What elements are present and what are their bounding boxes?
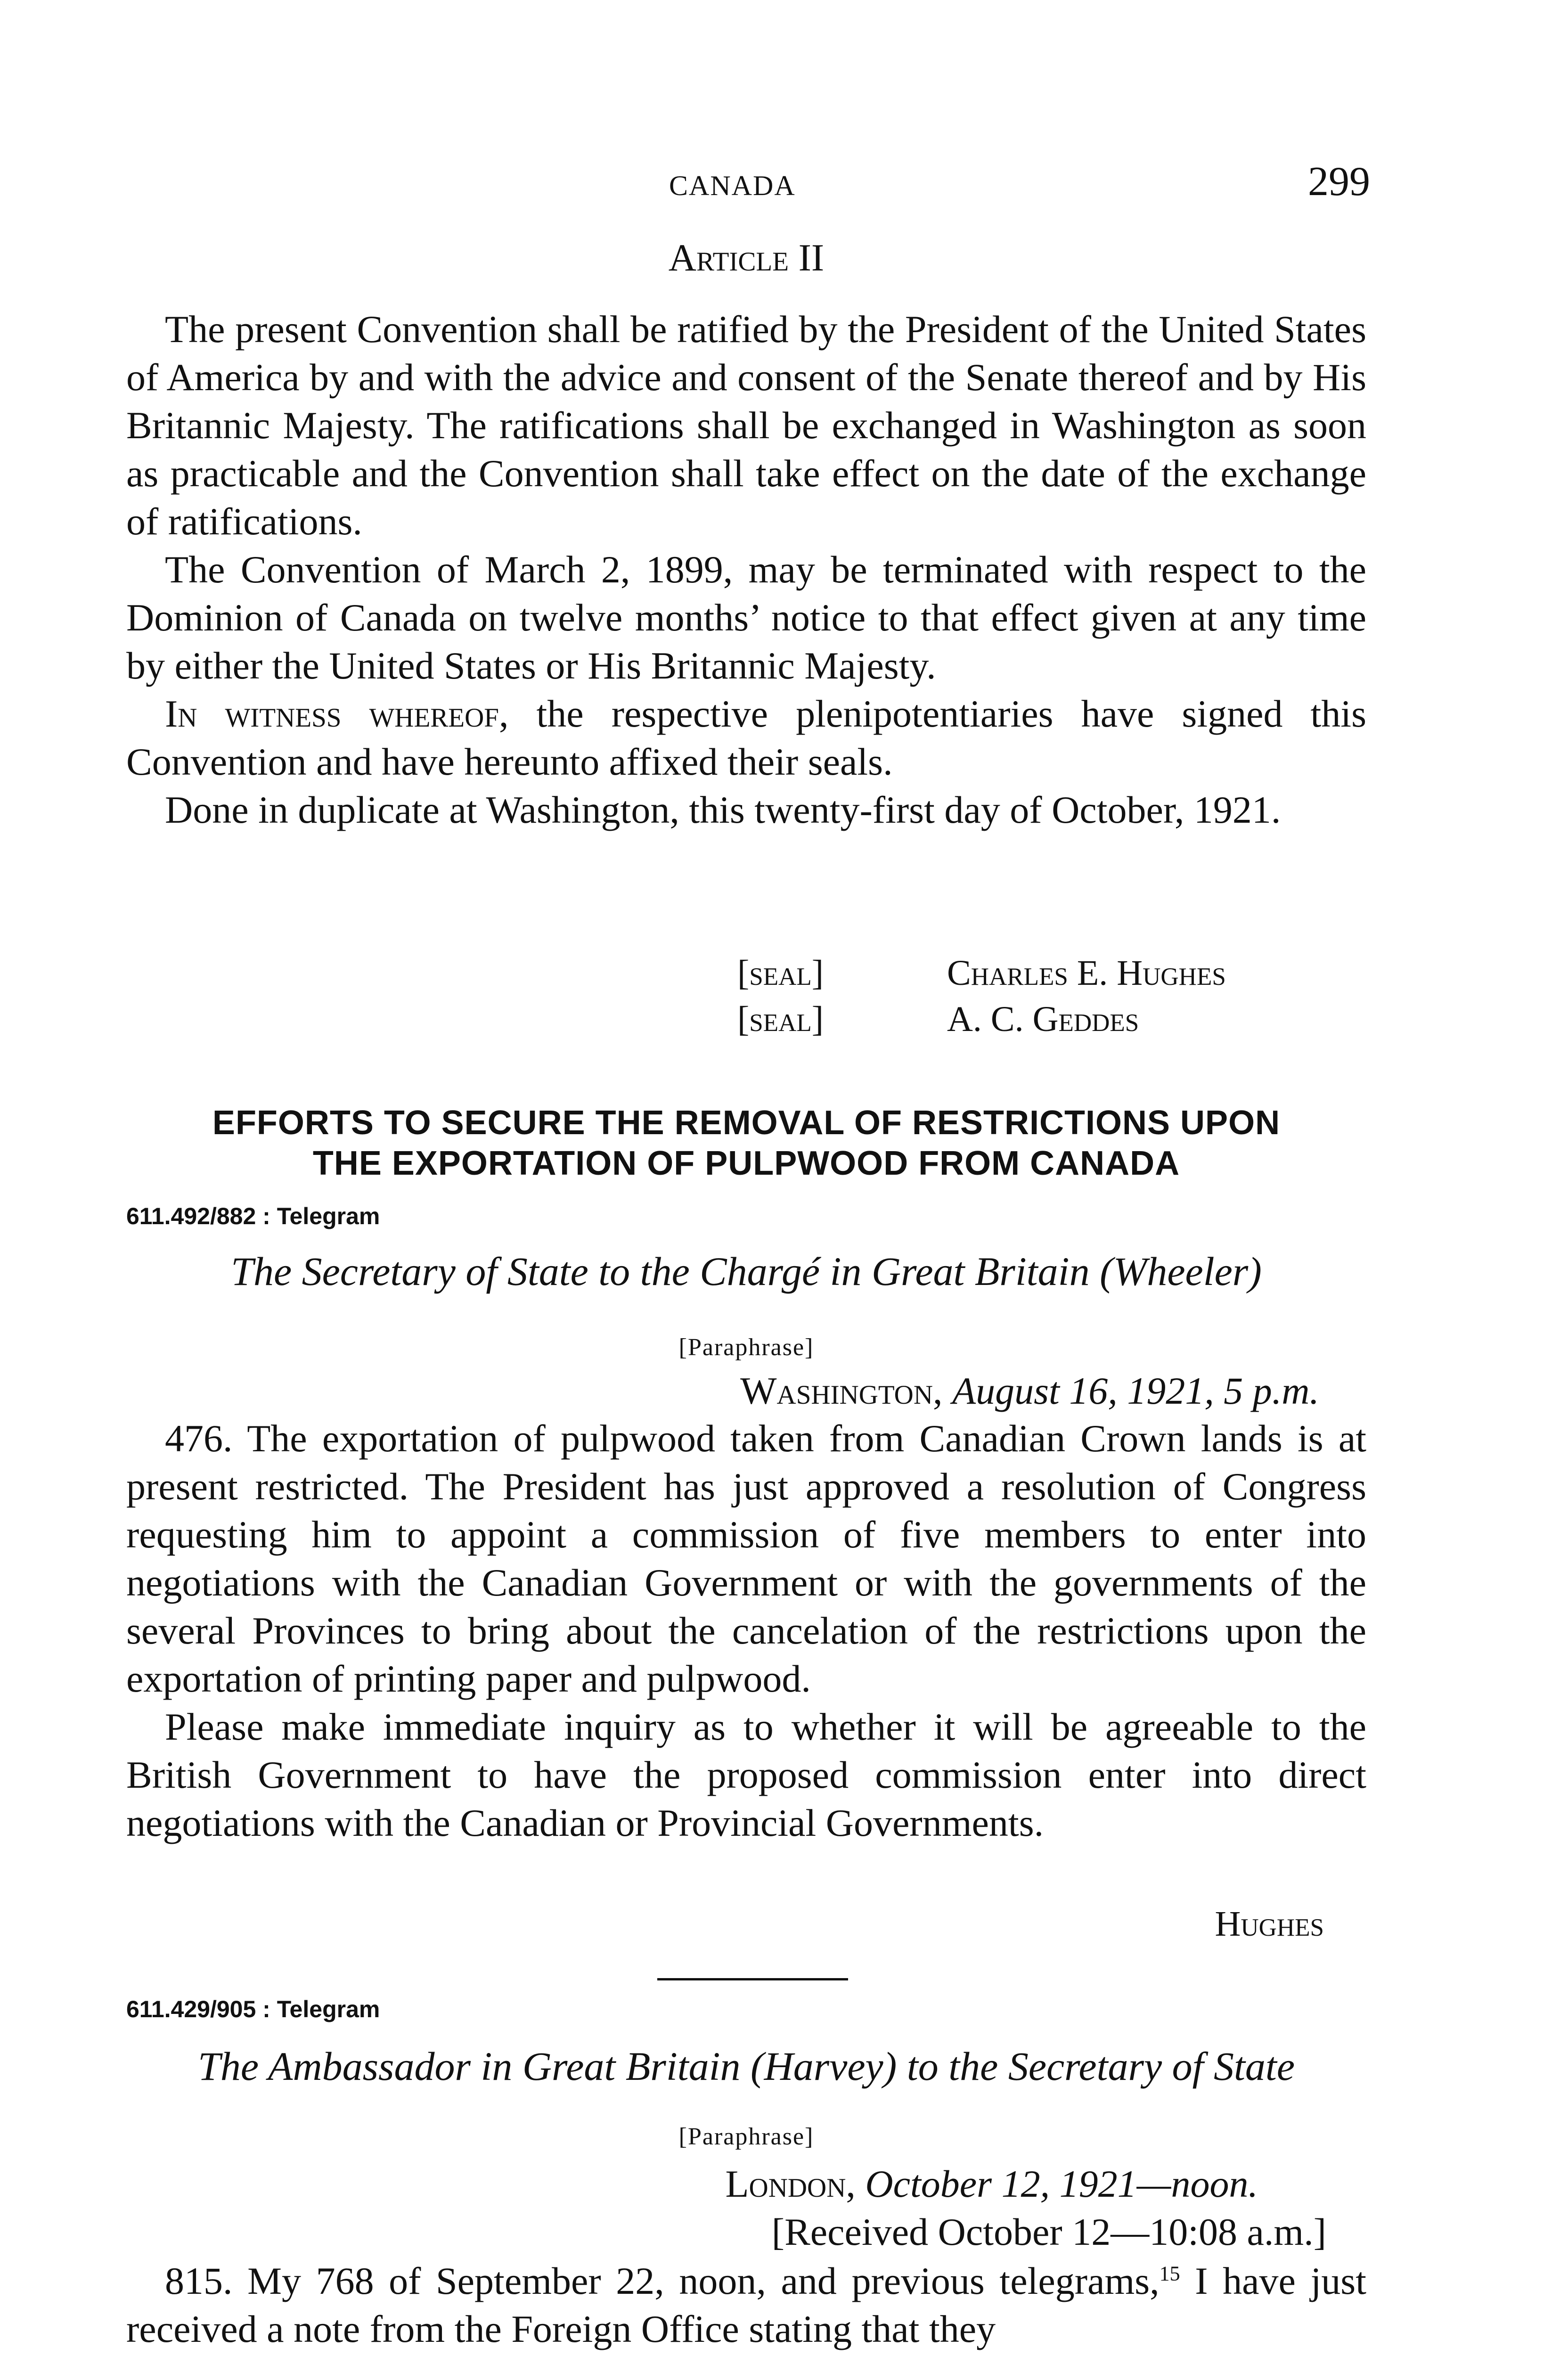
signatory-name: Charles E. Hughes: [947, 953, 1226, 993]
document-body-2: [126, 2257, 1366, 2353]
witness-rest: the respective plenipotentiaries have signed this Convention and have hereunto affixed their seals.: [126, 692, 1367, 783]
signatory-name: A. C. Geddes: [947, 999, 1139, 1039]
separator-rule: [657, 1978, 848, 1980]
signature-row-2: [737, 999, 1139, 1040]
section-heading-line-1: EFFORTS TO SECURE THE REMOVAL OF RESTRICTIONS UPON: [212, 1104, 1281, 1142]
dateline-1: [126, 1369, 1366, 1413]
article-heading: Article II: [668, 236, 825, 279]
doc1-paragraph-1: 476. The exportation of pulpwood taken from Canadian Crown lands is at present restricted. The President has just approved a resolution of Congress requesting him to appoint a commission of five members to enter into negotiations with the Canadian Government or with the governments of the several Provinces to bring about the cancelation of the restrictions upon the exportation of printing paper and pulpwood.: [126, 1417, 1366, 1700]
doc2-paragraph-start: 815. My 768 of September 22, noon, and previous telegrams,: [165, 2259, 1160, 2302]
paraphrase-note-2: [Paraphrase]: [678, 2123, 814, 2150]
file-reference-1: 611.492/882 : Telegram: [126, 1203, 380, 1229]
paraphrase-note-1: [Paraphrase]: [678, 1334, 814, 1361]
seal-mark: [seal]: [737, 953, 824, 993]
footnote-reference: 15: [1159, 2262, 1180, 2285]
done-line: Done in duplicate at Washington, this twenty-first day of October, 1921.: [165, 788, 1281, 831]
document-title-2: The Ambassador in Great Britain (Harvey) to the Secretary of State: [197, 2044, 1295, 2089]
dateline-place: Washington,: [740, 1369, 943, 1412]
received-line: [Received October 12—10:08 a.m.]: [771, 2210, 1326, 2253]
article-body: [126, 305, 1366, 834]
doc1-paragraph-2: Please make immediate inquiry as to whether it will be agreeable to the British Government to have the proposed commission enter into direct negotiations with the Canadian or Provincial Governments.: [126, 1705, 1366, 1844]
dateline-date: October 12, 1921—noon.: [865, 2162, 1258, 2205]
file-reference-2: 611.429/905 : Telegram: [126, 1996, 380, 2022]
article-paragraph-2: The Convention of March 2, 1899, may be terminated with respect to the Dominion of Canada on twelve months’ notice to that effect given at any time by either the United States or His Britannic Majesty.: [126, 548, 1366, 687]
signature-hughes: Hughes: [1215, 1904, 1324, 1944]
signature-row-1: [737, 953, 1226, 994]
witness-lead: In witness whereof,: [165, 692, 509, 735]
dateline-2: [126, 2162, 1366, 2206]
page-number: 299: [1308, 159, 1370, 205]
seal-mark: [seal]: [737, 999, 824, 1039]
document-body-1: [126, 1415, 1366, 1847]
doc2-paragraph-rest: I have just received a note from the Foreign Office stating that they: [126, 2259, 1366, 2350]
article-paragraph-1: The present Convention shall be ratified by the President of the United States of America by and with the advice and consent of the Senate thereof and by His Britannic Majesty. The ratifications shall be exchanged in Washington as soon as practicable and the Convention shall take effect on the date of the exchange of ratifications.: [126, 308, 1366, 543]
running-head: CANADA: [669, 170, 796, 201]
section-heading-line-2: THE EXPORTATION OF PULPWOOD FROM CANADA: [312, 1145, 1180, 1182]
dateline-date: August 16, 1921, 5 p.m.: [952, 1369, 1319, 1412]
section-heading: [126, 1103, 1366, 1184]
witness-paragraph: [126, 690, 1366, 786]
doc2-paragraph-1: [126, 2257, 1366, 2353]
dateline-place: London,: [725, 2162, 856, 2205]
document-title-1: The Secretary of State to the Chargé in Great Britain (Wheeler): [231, 1249, 1262, 1294]
